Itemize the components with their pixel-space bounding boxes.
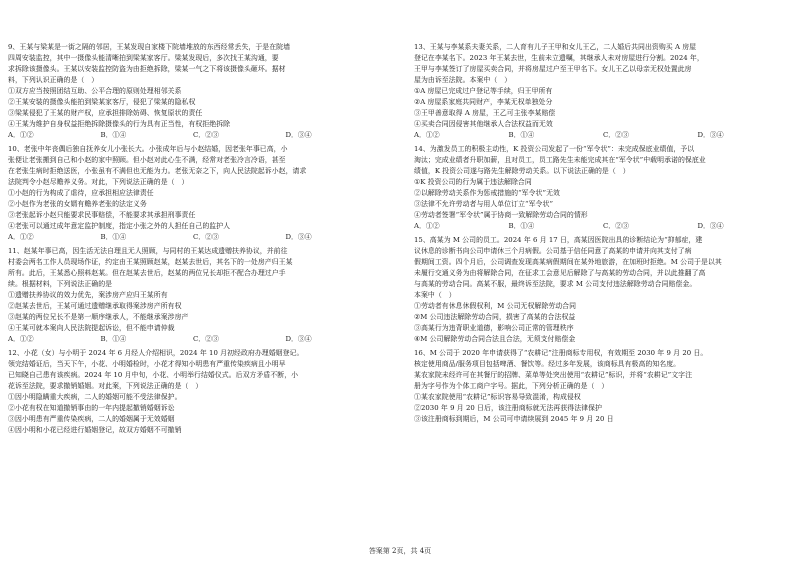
question-line: 绩值，K 投资公司遂与路先生解除劳动关系。以下说法正确的是（ ） [414, 167, 630, 175]
question-line: ③该注册商标到期后，M 公司可申请续展到 2045 年 9 月 20 日 [414, 415, 614, 423]
question-line: 与高某的劳动合同。高某不服，最终诉至法院，要求 M 公司支付违法解除劳动合同赔偿金。 [414, 280, 697, 288]
question-line: 已知晓自己患有该疾病。2024 年 10 月中旬，小花、小明举行结婚仪式。后双方矛盾不断，小 [8, 371, 299, 379]
question-line: 求拆除该摄像头。王某以安装监控防盗为由拒绝拆除，梁某一气之下将该摄像头砸坏。据材 [8, 65, 286, 73]
question-line: 村委会两名工作人员现场作证，约定由王某照顾赵某，赵某去世后，其名下的一处房产归王某 [8, 258, 293, 266]
question-line: ②以解除劳动关系作为惩戒措施的“军令状”无效 [414, 189, 560, 197]
question-block [414, 235, 792, 348]
question-line: ③法律不允许劳动者与用人单位订立“军令状” [414, 200, 554, 208]
spacer [414, 425, 792, 428]
question-line: 所有。此后，王某悉心照料赵某。但在赵某去世后，赵某的两位兄长却拒不配合办理过户手 [8, 269, 286, 277]
question-line: ④王某可就本案向人民法院提起诉讼，但不能申请仲裁 [8, 324, 175, 332]
answer-option: A．①② [414, 131, 440, 139]
answer-option: A．①② [414, 222, 440, 230]
question-line: ③梁某侵犯了王某的财产权，应承担排除妨碍、恢复原状的责任 [8, 109, 203, 117]
question-line: ①A 房屋已完成过户登记等手续，归王甲所有 [414, 87, 553, 95]
question-line: ①遗赠扶养协议的效力优先，案涉房产应归王某所有 [8, 291, 168, 299]
question-stem: 14、为激发员工的积极主动性，K 投资公司发起了一份“军令状”：未完成保底业绩值，予以 [414, 145, 695, 153]
answer-option: A．①② [8, 131, 34, 139]
question-line: ②王某安装的摄像头能拍到梁某家客厅，侵犯了梁某的隐私权 [8, 98, 196, 106]
question-line: ③高某行为违背职业道德，影响公司正常的管理秩序 [414, 324, 574, 332]
answer-option: D．③④ [697, 131, 724, 139]
right-column [414, 42, 792, 428]
question-stem: 10、老张中年丧偶后独自抚养女儿小张长大。小张成年后与小赵结婚，因老张年事已高，小 [8, 145, 288, 153]
answer-option: A．①② [8, 335, 34, 343]
question-line: ①因小明隐瞒重大疾病，二人的婚姻可能不受法律保护。 [8, 393, 182, 401]
answer-option: B．①④ [100, 131, 127, 139]
answer-option: C．②③ [193, 335, 219, 343]
question-line: 四周安装监控，其中一摄像头能清晰拍到梁某家客厅。梁某发现后，多次找王某沟通，要 [8, 54, 279, 62]
question-stem: 13、王某与李某系夫妻关系，二人育有儿子王甲和女儿王乙，二人婚后共同出资购买 A 房屋 [414, 43, 697, 51]
answer-option: C．②③ [193, 131, 219, 139]
answer-option: A．①② [8, 233, 34, 241]
question-stem: 16、M 公司于 2020 年申请获得了“农耕记”注册商标专用权，有效期至 2030 年 9 月 20 日。 [414, 349, 708, 357]
question-line: ③因小明患有严重传染疾病，二人的婚姻属于无效婚姻 [8, 415, 175, 423]
question-block [414, 348, 792, 428]
question-line: ④王某为维护自身权益拒绝拆除摄像头的行为具有正当性，有权拒绝拆除 [8, 120, 231, 128]
question-line: 议休息的诊断书向公司申请休三个月病假。公司基于信任同意了高某的申请并向其支付了病 [414, 247, 692, 255]
answer-option: D．③④ [285, 233, 312, 241]
question-line: 登记在李某名下。2023 年王某去世，生前未立遗嘱，其继承人未对房屋进行分割。2024 年， [414, 54, 704, 62]
question-line: 本案中（ ） [414, 291, 456, 299]
page-footer: 答案第 2页，共 4页 [368, 547, 432, 555]
answer-option: B．①④ [100, 233, 127, 241]
question-line: 核定使用商品/服务项目包括啤酒、餐饮等。经过多年发展，该商标具有极高的知名度。 [414, 360, 681, 368]
question-line: ③老张起诉小赵只能要求民事赔偿，不能要求其承担刑事责任 [8, 211, 196, 219]
answer-options [414, 130, 792, 141]
question-line: ①K 投资公司的行为属于违法解除合同 [414, 178, 532, 186]
answer-options [414, 221, 792, 232]
question-stem: 9、王某与梁某是一街之隔的邻居，王某发现自家楼下院墙堆放的东西经常丢失，于是在院墙 [8, 43, 291, 51]
answer-option: C．②③ [603, 222, 629, 230]
question-line: 未履行交通义务为由将解除合同，在征求工会意见后解除了与高某的劳动合同，并以此推翻了高 [414, 269, 706, 277]
question-line: 在老张生病时拒绝送医，小张虽有不满但也无能为力。老张无奈之下，向人民法院起诉小赵，请求 [8, 167, 307, 175]
question-stem: 12、小花（女）与小明于 2024 年 6 月经人介绍相识，2024 年 10 月初经政府办理婚姻登记。 [8, 349, 304, 357]
question-line: ②小花有权在知道撤销事由的一年内提起撤销婚姻诉讼 [8, 404, 175, 412]
question-line: 假期间工资。四个月后，公司调查发现高某病假期间在某外地旅游，在加班时拒绝。M 公司于是以其 [414, 258, 722, 266]
answer-option: C．②③ [603, 131, 629, 139]
question-line: ①劳动者有休息休假权利，M 公司无权解除劳动合同 [414, 302, 577, 310]
answer-option: B．①④ [508, 222, 535, 230]
question-line: ④老张可以通过成年意定监护制度，指定小张之外的人担任自己的监护人 [8, 222, 231, 230]
answer-options [8, 334, 378, 345]
question-line: 续。根据材料，下列说法正确的是 [8, 280, 113, 288]
question-line: ③王甲善意取得 A 房屋，王乙可主张李某赔偿 [414, 109, 556, 117]
spacer [8, 436, 378, 439]
question-line: 某农家院未经许可在其餐厅的招牌、菜单等处突出使用“农耕记”标识，并将“农耕记”文字注 [414, 371, 693, 379]
question-line: ②M 公司违法解除劳动合同，损害了高某的合法权益 [414, 313, 576, 321]
question-stem: 15、高某为 M 公司的员工。2024 年 6 月 17 日，高某因医院出具的诊断结论为“抑郁症，建 [414, 236, 703, 244]
question-line: ③赵某的两位兄长不是第一顺序继承人，不能继承案涉房产 [8, 313, 189, 321]
question-line: 淘汰；完成业绩者升职加薪，且对员工，员工路先生未能完成其在“军令状”中载明承诺的保底业 [414, 156, 706, 164]
question-block [8, 246, 378, 348]
question-line: 花诉至法院，要求撤销婚姻。对此案，下列说法正确的是（ ） [8, 382, 203, 390]
question-block [8, 144, 378, 246]
question-stem: 11、赵某年事已高，因生活无法自理且无人照顾，与同村的王某达成遗赠扶养协议，并前往 [8, 247, 288, 255]
question-block [414, 144, 792, 235]
question-block [414, 42, 792, 144]
answer-option: D．③④ [285, 131, 312, 139]
question-line: 料，下列认识正确的是（ ） [8, 76, 99, 84]
answer-option: B．①④ [508, 131, 535, 139]
question-line: ②赵某去世后，王某可通过遗赠继承取得案涉房产所有权 [8, 302, 182, 310]
answer-options [8, 232, 378, 243]
answer-option: C．②③ [193, 233, 219, 241]
left-column [8, 42, 378, 439]
answer-option: D．③④ [697, 222, 724, 230]
question-line: ④因小明和小花已经进行婚姻登记，故双方婚姻不可撤销 [8, 426, 182, 434]
question-line: ②A 房屋系家庭共同财产，李某无权单独处分 [414, 98, 553, 106]
question-line: 法院判令小赵尽赡养义务。对此，下列说法正确的是（ ） [8, 178, 189, 186]
question-line: 领完结婚证后，当天下午，小花、小明婚检时，小花才得知小明患有严重传染疾病且小明早 [8, 360, 286, 368]
question-line: ④劳动者签署“军令状”属于协商一致解除劳动合同的情形 [414, 211, 588, 219]
answer-option: D．③④ [285, 335, 312, 343]
question-line: ①双方应当按照团结互助、公平合理的原则处理相邻关系 [8, 87, 182, 95]
answer-option: B．①④ [100, 335, 127, 343]
question-line: ①小赵的行为构成了虐待，应承担相应法律责任 [8, 189, 154, 197]
question-line: 册为字号作为个体工商户字号。据此，下列分析正确的是（ ） [414, 382, 609, 390]
question-block [8, 42, 378, 144]
question-line: 王甲与李某签订了房屋买卖合同，并将房屋过户至王甲名下。女儿王乙以母亲无权处置此房 [414, 65, 692, 73]
question-line: ④M 公司解除劳动合同合法且合法，无须支付赔偿金 [414, 335, 576, 343]
question-line: ②2030 年 9 月 20 日后，该注册商标就无法再获得法律保护 [414, 404, 602, 412]
question-line: ①某农家院使用“农耕记”标识容易导致混淆，构成侵权 [414, 393, 581, 401]
question-line: ④买卖合同因侵害其他继承人合法权益而无效 [414, 120, 553, 128]
answer-options [8, 130, 378, 141]
question-block [8, 348, 378, 439]
question-line: 屋为由诉至法院。本案中（ ） [414, 76, 512, 84]
question-line: 张便让老张搬到自己和小赵的家中照顾。但小赵对此心生不满，经常对老张冷言冷语，甚至 [8, 156, 286, 164]
question-line: ②小赵作为老张的女婿有赡养老张的法定义务 [8, 200, 147, 208]
